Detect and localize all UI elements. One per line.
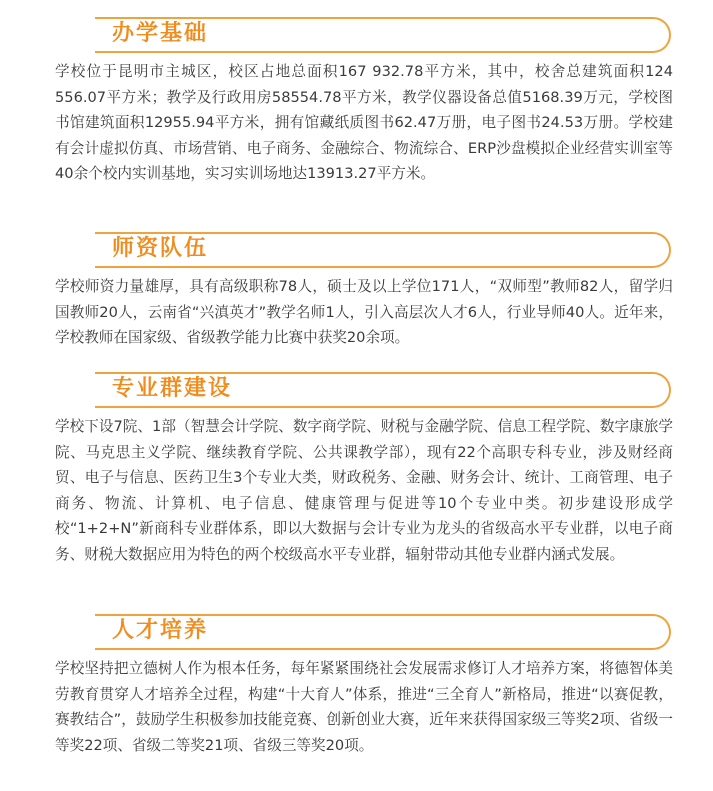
section-paragraph: 学校下设7院、1部（智慧会计学院、数字商学院、财税与金融学院、信息工程学院、数字康旅学院、马克思主义学院、继续教育学院、公共课教学部），现有22个高职专科专业，涉及财经商贸、电子与信息、医药卫生3个专业大类，财政税务、金融、财务会计、统计、工商管理、电子商务、物流、计算机、电子信息、健康管理与促进等10个专业中类。初步建设形成学校“1+2+N”新商科专业群体系，即以大数据与会计专业为龙头的省级高水平专业群，以电子商务、财税大数据应用为特色的两个校级高水平专业群，辐射带动其他专业群内涵式发展。 (55, 418, 673, 563)
section-paragraph: 学校位于昆明市主城区，校区占地总面积167 932.78平方米，其中，校舍总建筑面积124 556.07平方米；教学及行政用房58554.78平方米，教学仪器设备总值5168.39万元，学校图书馆建筑面积12955.94平方米，拥有馆藏纸质图书62.47万册，电子图书24.53万册。学校建有会计虚拟仿真、市场营销、电子商务、金融综合、物流综合、ERP沙盘模拟企业经营实训室等40余个校内实训基地，实习实训场地达13913.27平方米。 (55, 63, 673, 182)
section-body (55, 59, 673, 187)
section-header (0, 369, 713, 409)
section-body (55, 414, 673, 567)
section-title: 人才培养 (112, 618, 209, 643)
section-header (0, 14, 713, 54)
section-title: 师资队伍 (112, 236, 209, 261)
section-foundation (0, 14, 713, 182)
section-body (55, 274, 673, 351)
section-body (55, 656, 673, 758)
section-faculty (0, 229, 713, 346)
section-talent-cultivation (0, 611, 713, 754)
section-paragraph: 学校坚持把立德树人作为根本任务，每年紧紧围绕社会发展需求修订人才培养方案，将德智体美劳教育贯穿人才培养全过程，构建“十大育人”体系，推进“三全育人”新格局，推进“以赛促教，赛教结合”，鼓励学生积极参加技能竞赛、创新创业大赛，近年来获得国家级三等奖2项、省级一等奖22项、省级二等奖21项、省级三等奖20项。 (55, 660, 673, 754)
section-title: 办学基础 (112, 21, 209, 46)
section-title: 专业群建设 (112, 376, 233, 401)
section-header (0, 611, 713, 651)
section-header (0, 229, 713, 269)
section-paragraph: 学校师资力量雄厚，具有高级职称78人，硕士及以上学位171人，“双师型”教师82人，留学归国教师20人，云南省“兴滇英才”教学名师1人，引入高层次人才6人，行业导师40人。近年来，学校教师在国家级、省级教学能力比赛中获奖20余项。 (55, 278, 673, 346)
section-program-groups (0, 369, 713, 563)
